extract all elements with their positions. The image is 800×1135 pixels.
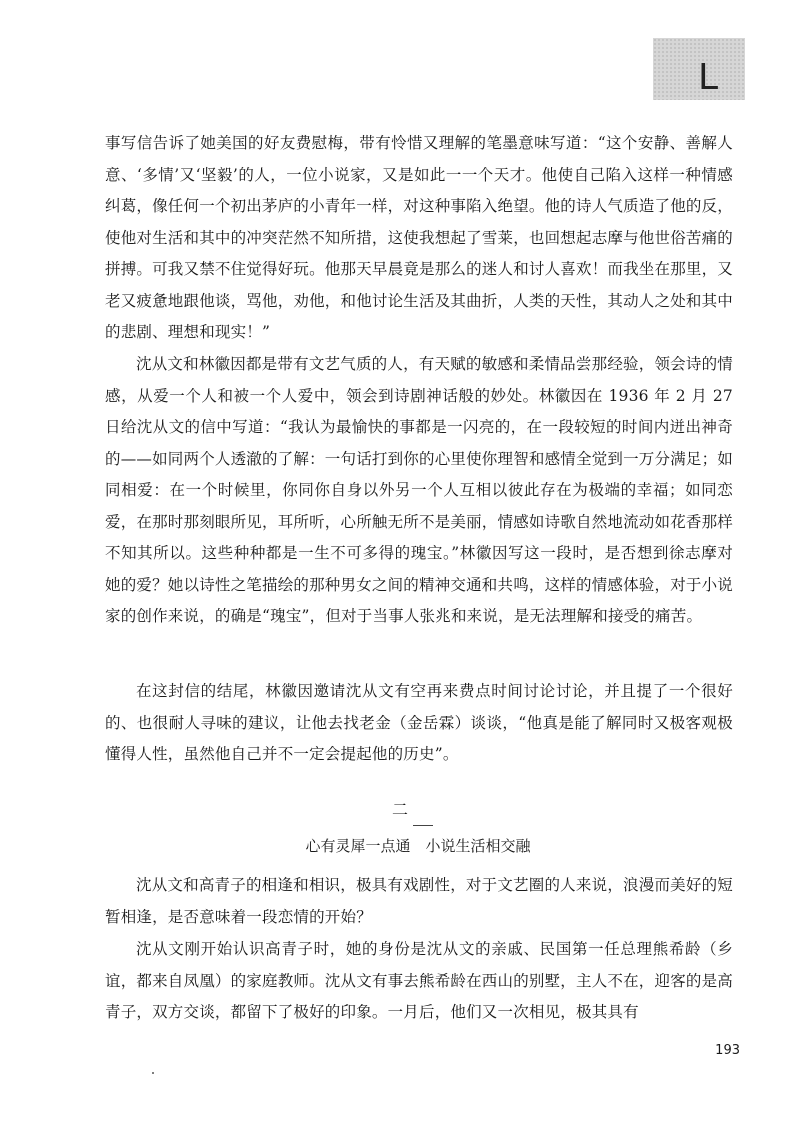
chapter-tab-letter: L — [698, 57, 719, 98]
paragraph-3-text: 在这封信的结尾，林徽因邀请沈从文有空再来费点时间讨论讨论，并且提了一个很好的、也很耐人寻味的建议，让他去找老金（金岳霖）谈谈，“他真是能了解同时又极客观极懂得人性，虽然他自己并不一定会提起他的历史”。 — [105, 682, 733, 763]
section-title: 心有灵犀一点通 小说生活相交融 — [305, 837, 531, 855]
section-number: 二 — [391, 800, 408, 819]
paragraph-1-text: 事写信告诉了她美国的好友费慰梅，带有怜惜又理解的笔墨意味写道：“这个安静、善解人意、‘多情’又‘坚毅’的人，一位小说家，又是如此一一个天才。他使自己陷入这样一种情感纠葛，像任何一个初出茅庐的小青年一样，对这种事陷入绝望。他的诗人气质造了他的反，使他对生活和其中的冲突茫然不知所措，这使我想起了雪莱，也回想起志摩与他世俗苦痛的拼搏。可我又禁不住觉得好玩。他那天早晨竟是那么的迷人和讨人喜欢！而我坐在那里，又老又疲惫地跟他谈，骂他，劝他，和他讨论生活及其曲折，人类的天性，其动人之处和其中的悲剧、理想和现实！” — [105, 134, 734, 341]
paragraph-1 — [105, 128, 733, 349]
paragraph-4 — [105, 870, 733, 933]
paragraph-3 — [105, 676, 733, 771]
paragraph-5-text: 沈从文刚开始认识高青子时，她的身份是沈从文的亲戚、民国第一任总理熊希龄（乡谊，都来自凤凰）的家庭教师。沈从文有事去熊希龄在西山的别墅，主人不在，迎客的是高青子，双方交谈，都留下了极好的印象。一月后，他们又一次相见，极其具有 — [105, 940, 734, 1021]
paragraph-5 — [105, 934, 733, 1029]
page-number: 193 — [715, 1043, 740, 1058]
paragraph-2-text: 沈从文和林徽因都是带有文艺气质的人，有天赋的敏感和柔情品尝那经验，领会诗的情感，从爱一个人和被一个人爱中，领会到诗剧神话般的妙处。林徽因在 1936 年 2 月 27 日给沈从文的信中写道：“我认为最愉快的事都是一闪亮的，在一段较短的时间内迸出神奇的——如同两个人透澈的了解：一句话打到你的心里使你理智和感情全觉到一万分满足；如同相爱：在一个时候里，你同你自身以外另一个人互相以彼此存在为极端的幸福；如同恋爱，在那时那刻眼所见，耳所听，心所触无所不是美丽，情感如诗歌自然地流动如花香那样不知其所以。这些种种都是一生不可多得的瑰宝。”林徽因写这一段时，是否想到徐志摩对她的爱？她以诗性之笔描绘的那种男女之间的精神交通和共鸣，这样的情感体验，对于小说家的创作来说，的确是“瑰宝”，但对于当事人张兆和来说，是无法理解和接受的痛苦。 — [105, 355, 734, 625]
paragraph-4-text: 沈从文和高青子的相逢和相识，极具有戏剧性，对于文艺圈的人来说，浪漫而美好的短暂相逢，是否意味着一段恋情的开始？ — [105, 876, 733, 926]
paragraph-2 — [105, 349, 733, 633]
scan-speck — [152, 1072, 154, 1074]
section-number-underline — [413, 825, 433, 826]
